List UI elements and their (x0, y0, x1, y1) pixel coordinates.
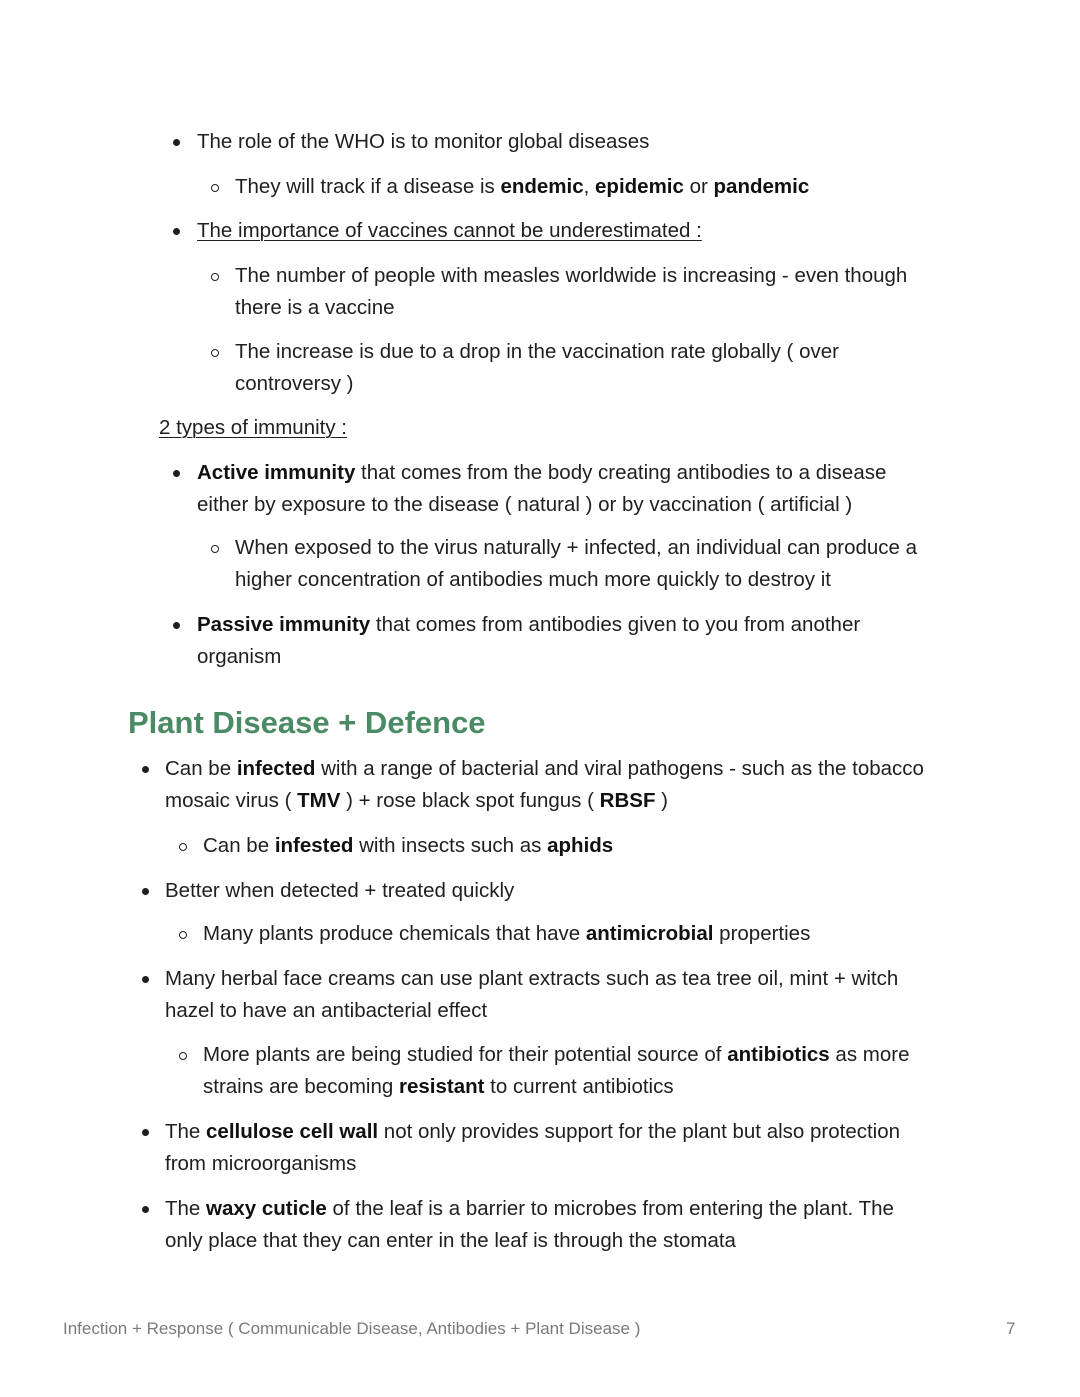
cell-wall-item: The cellulose cell wall not only provides support for the plant but also protection (165, 1120, 901, 1143)
face-creams-item-cont: hazel to have an antibacterial effect (165, 999, 488, 1022)
cell-wall-item-cont: from microorganisms (165, 1152, 357, 1175)
sub-bullet-icon (211, 545, 219, 553)
plant-section-title: Plant Disease + Defence (128, 705, 486, 740)
bullet-icon (173, 470, 180, 477)
bullet-icon (142, 888, 149, 895)
plant-infestation-item: Can be infested with insects such as aphids (203, 834, 614, 857)
sub-bullet-icon (179, 1052, 187, 1060)
sub-bullet-icon (211, 184, 219, 192)
who-track-item: They will track if a disease is endemic, epidemic or pandemic (235, 175, 810, 198)
measles-item: The number of people with measles worldwide is increasing - even though (235, 264, 908, 287)
active-immunity-item: Active immunity that comes from the body creating antibodies to a disease (197, 461, 887, 484)
face-creams-item: Many herbal face creams can use plant extracts such as tea tree oil, mint + witch (165, 967, 899, 990)
footer-title: Infection + Response ( Communicable Disease, Antibodies + Plant Disease ) (63, 1319, 641, 1338)
page-number: 7 (1006, 1319, 1016, 1338)
antibiotics-item-cont: strains are becoming resistant to current antibiotics (203, 1075, 674, 1098)
measles-item-cont: there is a vaccine (235, 296, 395, 319)
sub-bullet-icon (179, 843, 187, 851)
bullet-icon (173, 139, 180, 146)
vaccines-importance-item: The importance of vaccines cannot be underestimated : (197, 219, 702, 242)
sub-bullet-icon (211, 349, 219, 357)
antibiotics-item: More plants are being studied for their potential source of antibiotics as more (203, 1043, 910, 1066)
bullet-icon (142, 766, 149, 773)
bullet-icon (142, 1129, 149, 1136)
vaccination-drop-item: The increase is due to a drop in the vaccination rate globally ( over (235, 340, 839, 363)
passive-immunity-item-cont: organism (197, 645, 282, 668)
plant-detection-item: Better when detected + treated quickly (165, 879, 515, 902)
waxy-cuticle-item: The waxy cuticle of the leaf is a barrier to microbes from entering the plant. The (165, 1197, 894, 1220)
active-natural-item: When exposed to the virus naturally + infected, an individual can produce a (235, 536, 918, 559)
passive-immunity-item: Passive immunity that comes from antibodies given to you from another (197, 613, 861, 636)
plant-chemicals-item: Many plants produce chemicals that have antimicrobial properties (203, 922, 811, 945)
plant-infection-item-cont: mosaic virus ( TMV ) + rose black spot fungus ( RBSF ) (165, 789, 668, 812)
active-immunity-item-cont: either by exposure to the disease ( natural ) or by vaccination ( artificial ) (197, 493, 853, 516)
bullet-icon (173, 228, 180, 235)
sub-bullet-icon (179, 931, 187, 939)
immunity-types-heading: 2 types of immunity : (159, 416, 347, 439)
sub-bullet-icon (211, 273, 219, 281)
active-natural-item-cont: higher concentration of antibodies much more quickly to destroy it (235, 568, 831, 591)
who-role-item: The role of the WHO is to monitor global diseases (197, 130, 650, 153)
vaccination-drop-item-cont: controversy ) (235, 372, 354, 395)
waxy-cuticle-item-cont: only place that they can enter in the leaf is through the stomata (165, 1229, 736, 1252)
bullet-icon (142, 1206, 149, 1213)
bullet-icon (142, 976, 149, 983)
plant-infection-item: Can be infected with a range of bacterial and viral pathogens - such as the tobacco (165, 757, 924, 780)
bullet-icon (173, 622, 180, 629)
